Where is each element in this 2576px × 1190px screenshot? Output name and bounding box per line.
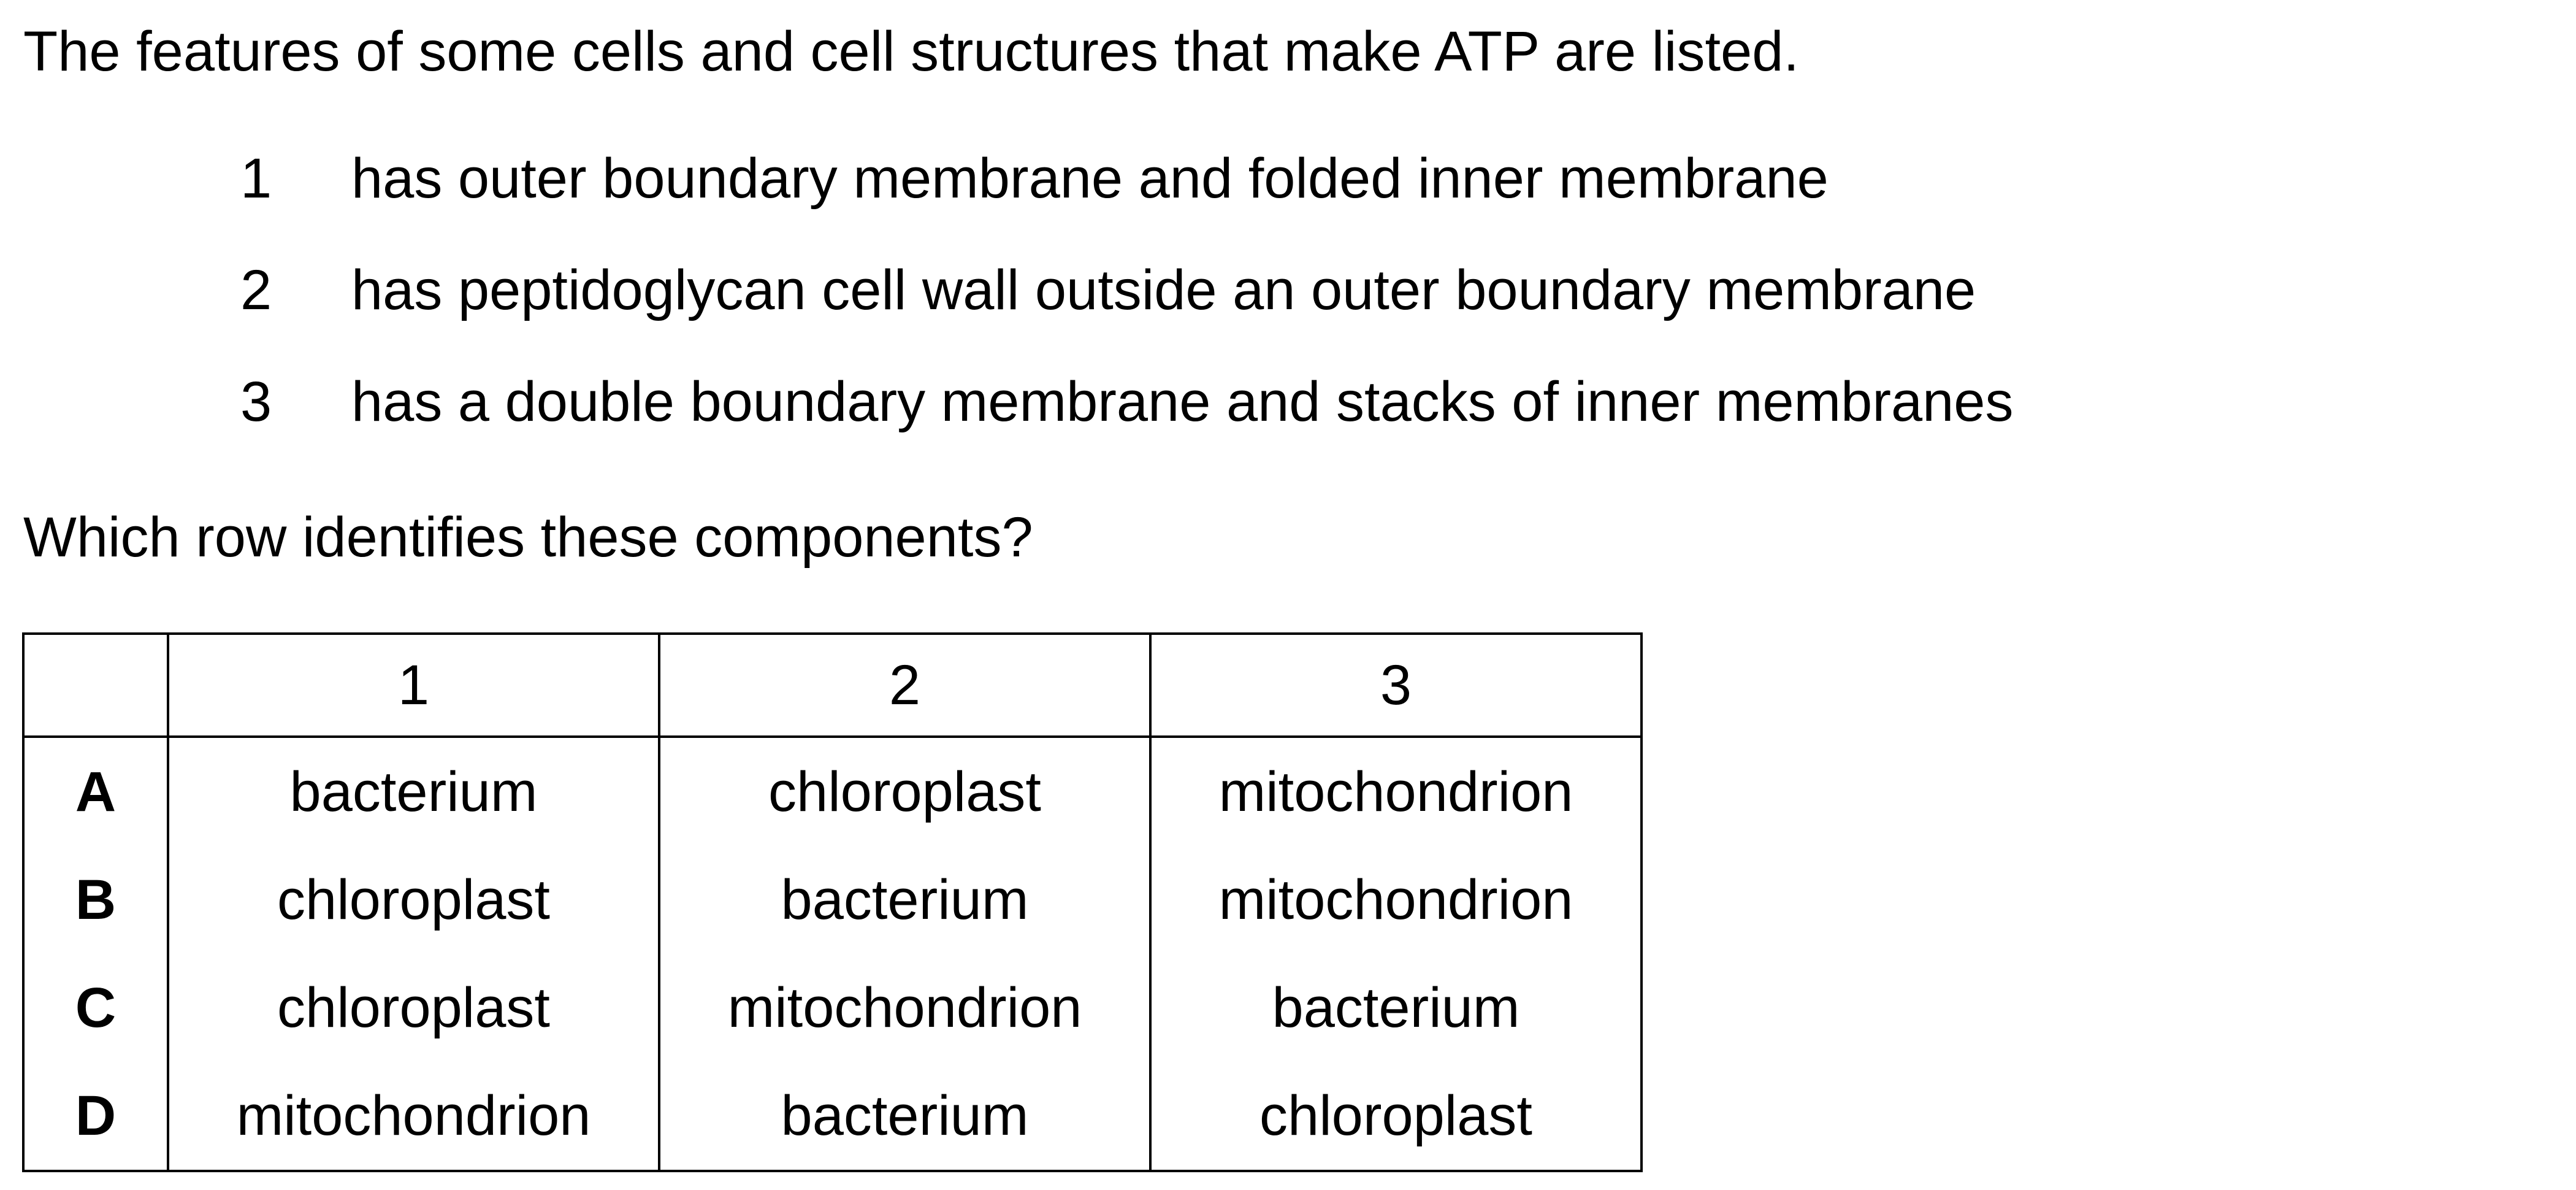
header-col-1: 1 (168, 634, 659, 737)
statement-2-text: has peptidoglycan cell wall outside an outer boundary membrane (351, 259, 1976, 321)
question-intro: The features of some cells and cell structures that make ATP are listed. (23, 20, 1799, 83)
header-col-3: 3 (1150, 634, 1642, 737)
table-cell: mitochondrion (168, 1062, 659, 1171)
statement-3-number: 3 (240, 370, 272, 433)
answer-table (22, 632, 1643, 1172)
table-cell: bacterium (659, 1062, 1150, 1171)
header-corner-cell (23, 634, 168, 737)
statement-2-number: 2 (240, 259, 272, 321)
table-cell: bacterium (1150, 954, 1642, 1062)
table-header-row (23, 634, 1642, 737)
table-cell: chloroplast (1150, 1062, 1642, 1171)
table-cell: mitochondrion (1150, 846, 1642, 954)
table-row (23, 737, 1642, 846)
table-row (23, 846, 1642, 954)
table-cell: chloroplast (168, 846, 659, 954)
table-row (23, 954, 1642, 1062)
table-cell: bacterium (659, 846, 1150, 954)
table-cell: bacterium (168, 737, 659, 846)
table-row (23, 1062, 1642, 1171)
statement-1-number: 1 (240, 147, 272, 210)
header-col-2: 2 (659, 634, 1150, 737)
table-cell: chloroplast (659, 737, 1150, 846)
table-cell: chloroplast (168, 954, 659, 1062)
row-key-b: B (23, 846, 168, 954)
table-cell: mitochondrion (1150, 737, 1642, 846)
row-key-c: C (23, 954, 168, 1062)
row-key-a: A (23, 737, 168, 846)
table-cell: mitochondrion (659, 954, 1150, 1062)
statement-1-text: has outer boundary membrane and folded inner membrane (351, 147, 1829, 210)
row-key-d: D (23, 1062, 168, 1171)
statement-3-text: has a double boundary membrane and stacks of inner membranes (351, 370, 2014, 433)
question-prompt: Which row identifies these components? (23, 506, 1033, 569)
